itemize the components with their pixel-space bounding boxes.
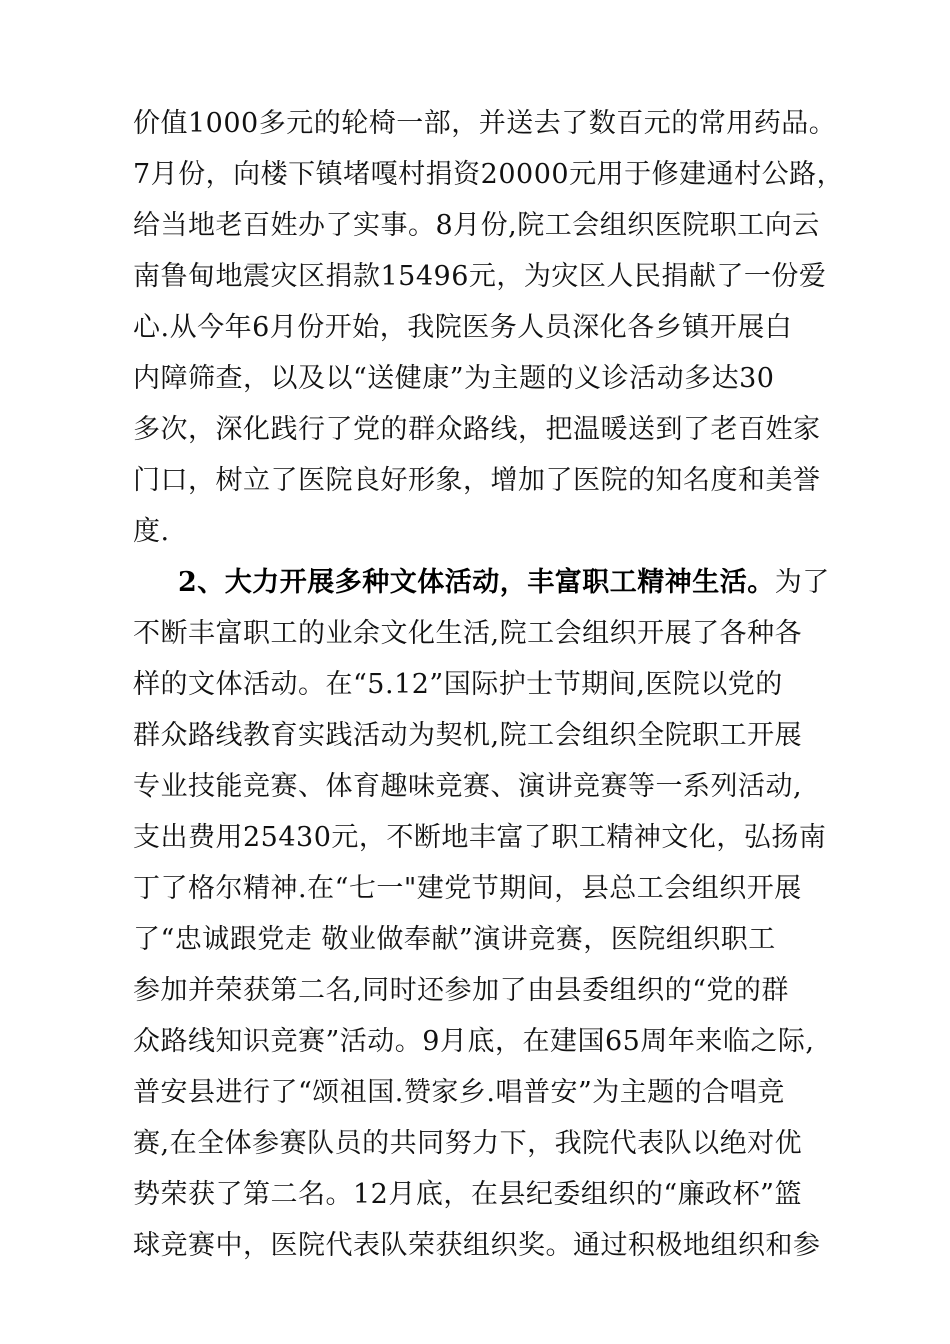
text-line: 心.从今年6月份开始，我院医务人员深化各乡镇开展白: [133, 312, 793, 343]
text-line: 普安县进行了“颂祖国.赞家乡.唱普安”为主题的合唱竞: [133, 1077, 785, 1108]
text-line: 了“忠诚跟党走 敬业做奉献”演讲竞赛，医院组织职工: [133, 924, 776, 955]
text-line: 门口，树立了医院良好形象，增加了医院的知名度和美誉: [133, 465, 821, 496]
text-line: 支出费用25430元，不断地丰富了职工精神文化，弘扬南: [133, 822, 827, 853]
text-line: 群众路线教育实践活动为契机,院工会组织全院职工开展: [133, 720, 803, 751]
text-line: 价值1000多元的轮椅一部，并送去了数百元的常用药品。: [133, 108, 837, 139]
section-heading-tail: 为了: [774, 567, 830, 598]
text-line: 众路线知识竞赛”活动。9月底，在建国65周年来临之际,: [133, 1026, 815, 1057]
section-heading-line: [178, 563, 830, 603]
text-line: 不断丰富职工的业余文化生活,院工会组织开展了各种各: [133, 618, 803, 649]
text-line: 7月份，向楼下镇堵嘎村捐资20000元用于修建通村公路，: [133, 159, 845, 190]
text-line: 球竞赛中，医院代表队荣获组织奖。通过积极地组织和参: [133, 1230, 821, 1261]
text-line: 度.: [133, 516, 170, 547]
text-line: 参加并荣获第二名,同时还参加了由县委组织的“党的群: [133, 975, 789, 1006]
text-line: 专业技能竞赛、体育趣味竞赛、演讲竞赛等一系列活动,: [133, 771, 803, 802]
text-line: 给当地老百姓办了实事。8月份,院工会组织医院职工向云: [133, 210, 820, 241]
text-line: 样的文体活动。在“5.12”国际护士节期间,医院以党的: [133, 669, 783, 700]
text-line: 丁了格尔精神.在“七一"建党节期间，县总工会组织开展: [133, 873, 802, 904]
text-line: 多次，深化践行了党的群众路线，把温暖送到了老百姓家: [133, 414, 821, 445]
text-line: 势荣获了第二名。12月底，在县纪委组织的“廉政杯”篮: [133, 1179, 802, 1210]
text-line: 赛,在全体参赛队员的共同努力下，我院代表队以绝对优: [133, 1128, 803, 1159]
text-line: 南鲁甸地震灾区捐款15496元，为灾区人民捐献了一份爱: [133, 261, 827, 292]
section-heading: 2、大力开展多种文体活动，丰富职工精神生活。: [178, 567, 775, 598]
text-line: 内障筛查，以及以“送健康”为主题的义诊活动多达30: [133, 363, 775, 394]
